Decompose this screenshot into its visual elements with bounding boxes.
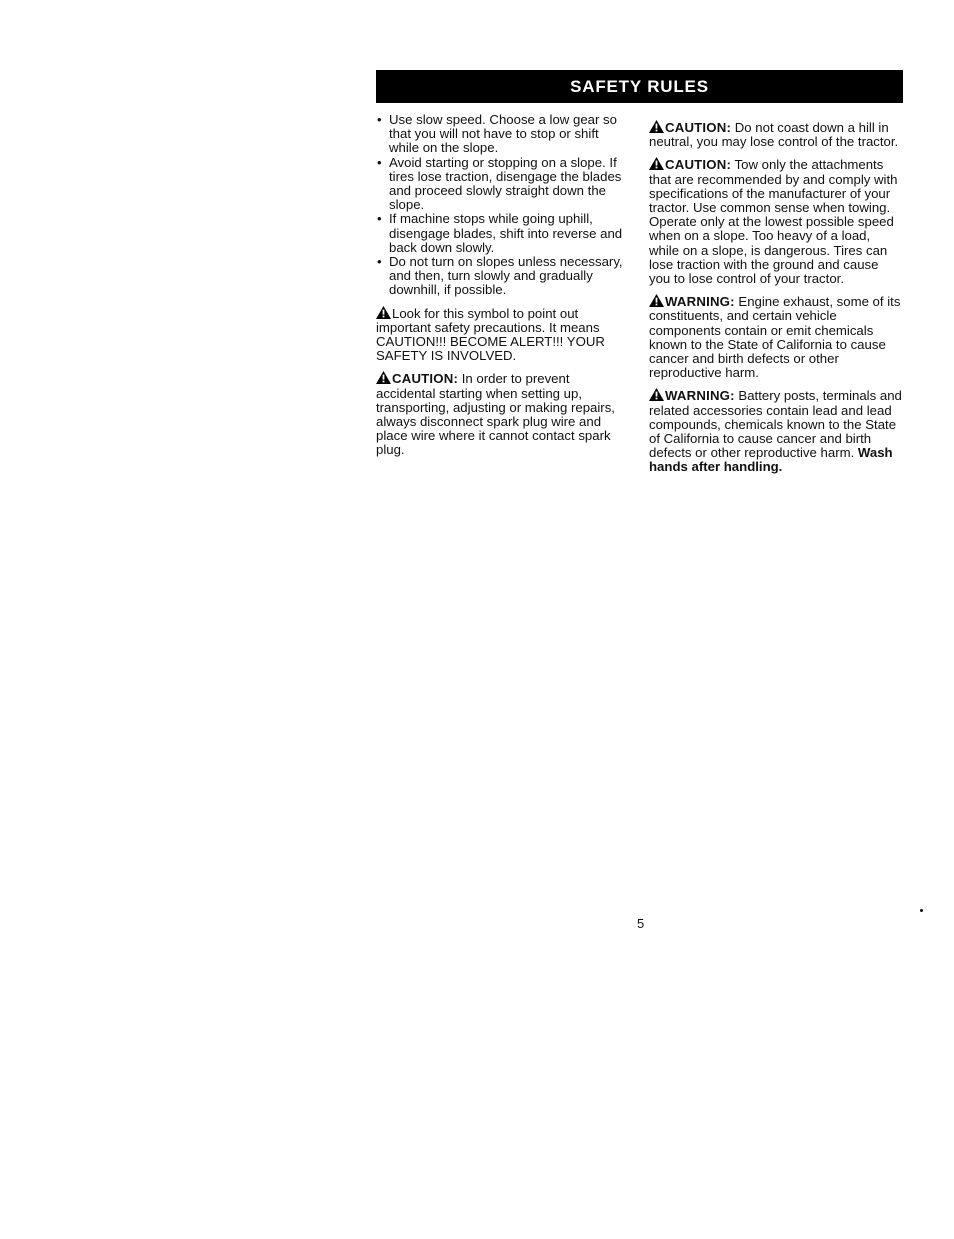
caution-towing [649,157,903,286]
list-item: • Do not turn on slopes unless necessary, and then, turn slowly and gradually downhill, if possible. [376,255,631,298]
safety-alert-icon [649,157,664,170]
safety-alert-icon [649,120,664,133]
caution-label: CAUTION: [392,371,459,387]
warning-text: Engine exhaust, some of its constituents, and certain vehicle components contain or emit chemicals known to the State of California to cause cancer and birth defects or other reproductive harm. [649,294,901,381]
warning-label: WARNING: [665,388,735,404]
caution-text: Tow only the attachments that are recommended by and comply with specifications of the manufacturer of your tractor. Use common sense when towing. Operate only at the lowest possible speed when on a slope. Too heavy of a load, while on a slope, is dangerous. Tires can lose traction with the ground and cause you to lose control of your tractor. [649,157,898,287]
list-item: • Avoid starting or stopping on a slope. If tires lose traction, disengage the blades and proceed slowly straight down the slope. [376,156,631,213]
safety-alert-icon [649,294,664,307]
section-header [376,70,903,103]
warning-exhaust [649,294,903,380]
caution-coasting [649,120,903,149]
wash-hands-note: Wash hands after handling. [649,445,893,475]
caution-label: CAUTION: [665,120,732,135]
caution-spark-plug [376,371,631,457]
list-item: • If machine stops while going uphill, disengage blades, shift into reverse and back down slowly. [376,212,631,255]
list-item: • Use slow speed. Choose a low gear so that you will not have to stop or shift while on the slope. [376,113,631,156]
right-column [649,120,903,483]
warning-battery [649,388,903,474]
section-title: SAFETY RULES [570,77,709,96]
safety-alert-icon [649,388,664,401]
safety-alert-icon [376,306,391,319]
slope-rules-list [376,113,631,298]
caution-label: CAUTION: [665,157,732,173]
symbol-note: Look for this symbol to point out important safety precautions. It means CAUTION!!! BECOME ALERT!!! YOUR SAFETY IS INVOLVED. [376,305,605,364]
warning-label: WARNING: [665,294,735,310]
scan-speck [920,909,923,912]
safety-alert-icon [376,371,391,384]
page-number: 5 [637,916,645,931]
left-column [376,113,631,466]
caution-text: Do not coast down a hill in neutral, you may lose control of the tractor. [649,120,899,150]
warning-text: Battery posts, terminals and related accessories contain lead and lead compounds, chemicals known to the State of California to cause cancer and birth defects or other reproductive harm. [649,388,902,461]
caution-text: In order to prevent accidental starting when setting up, transporting, adjusting or making repairs, always disconnect spark plug wire and place wire where it cannot contact spark plug. [376,371,615,458]
